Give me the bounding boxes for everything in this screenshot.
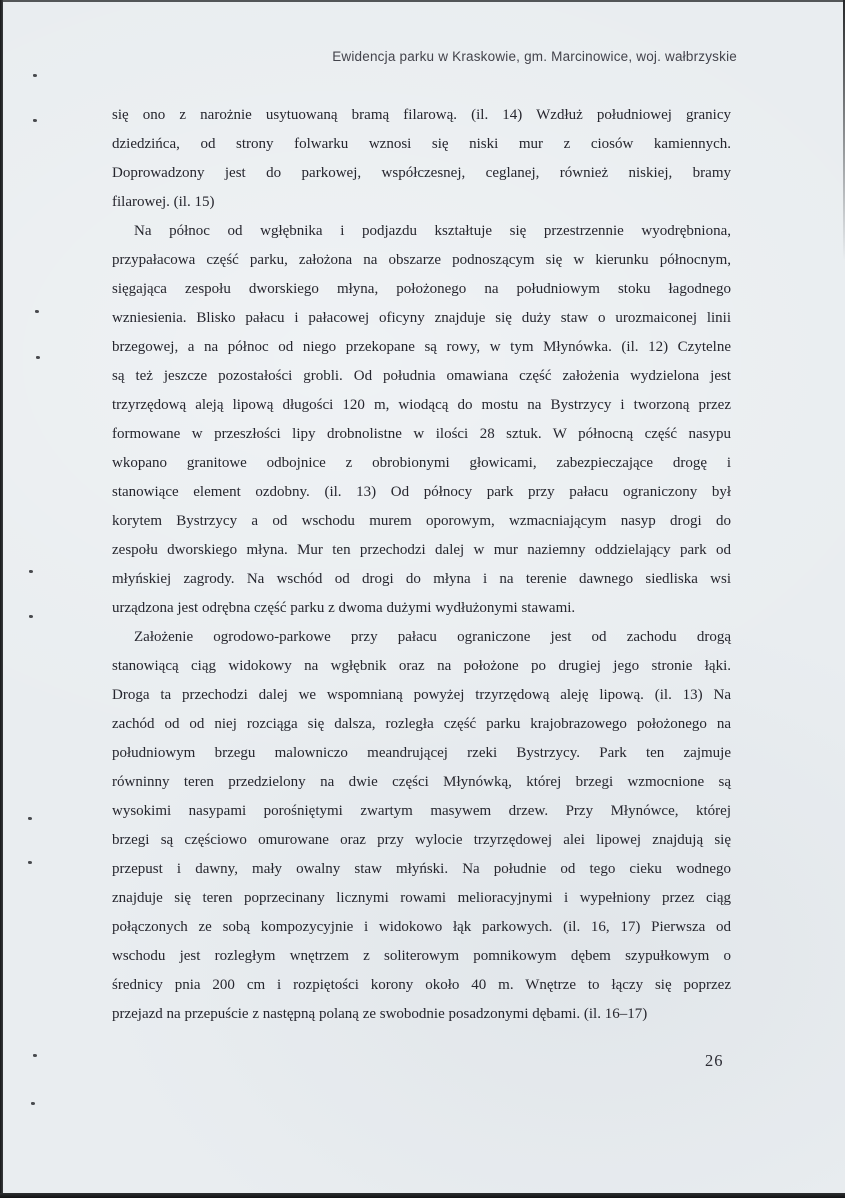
- text-line: Droga ta przechodzi dalej we wspomnianą powyżej trzyrzędową aleję lipową. (il. 13) Na: [112, 687, 731, 703]
- text-block: [112, 101, 731, 1029]
- text-line: filarowej. (il. 15): [112, 194, 215, 210]
- text-line: wkopano granitowe odbojnice z obrobionymi głowicami, zabezpieczające drogę i: [112, 455, 731, 471]
- scan-edge-top: [0, 0, 845, 2]
- text-line: przepust i dawny, mały owalny staw młyński. Na południe od tego cieku wodnego: [112, 861, 731, 877]
- scan-speckle: [33, 74, 37, 77]
- text-line: Doprowadzony jest do parkowej, współczesnej, ceglanej, również niskiej, bramy: [112, 165, 731, 181]
- text-line: przypałacowa część parku, założona na obszarze podnoszącym się w kierunku północnym,: [112, 252, 731, 268]
- scan-speckle: [33, 119, 37, 122]
- text-line: wschodu jest rozległym wnętrzem z soliterowym pomnikowym dębem szypułkowym o: [112, 948, 731, 964]
- scan-speckle: [33, 1054, 37, 1057]
- paragraph: [112, 217, 731, 623]
- page-number: 26: [705, 1051, 724, 1070]
- text-line: zachód od od niej rozciąga się dalsza, rozległa część parku krajobrazowego położonego na: [112, 716, 731, 732]
- text-line: się ono z narożnie usytuowaną bramą filarową. (il. 14) Wzdłuż południowej granicy: [112, 107, 731, 123]
- scan-speckle: [36, 356, 40, 359]
- scan-speckle: [31, 1102, 35, 1105]
- scan-speckle: [29, 615, 33, 618]
- paragraph: [112, 101, 731, 217]
- text-line: korytem Bystrzycy a od wschodu murem oporowym, wzmacniającym nasyp drogi do: [112, 513, 731, 529]
- text-line: stanowiącą ciąg widokowy na wgłębnik oraz na położone po drugiej jego stronie łąki.: [112, 658, 731, 674]
- text-line: Założenie ogrodowo-parkowe przy pałacu ograniczone jest od zachodu drogą: [134, 629, 731, 645]
- text-line: zespołu dworskiego młyna. Mur ten przechodzi dalej w mur naziemny oddzielający park od: [112, 542, 731, 558]
- text-line: średnicy pnia 200 cm i rozpiętości korony około 40 m. Wnętrze to łączy się poprzez: [112, 977, 731, 993]
- text-line: sięgająca zespołu dworskiego młyna, położonego na południowym stoku łagodnego: [112, 281, 731, 297]
- text-line: stanowiące element ozdobny. (il. 13) Od północy park przy pałacu ograniczony był: [112, 484, 731, 500]
- text-line: przejazd na przepuście z następną polaną ze swobodnie posadzonymi dębami. (il. 16–17): [112, 1006, 648, 1022]
- text-line: południowym brzegu malowniczo meandrującej rzeki Bystrzycy. Park ten zajmuje: [112, 745, 731, 761]
- text-line: wysokimi nasypami porośniętymi zwartym masywem drzew. Przy Młynówce, której: [112, 803, 731, 819]
- text-line: brzegi są częściowo omurowane oraz przy wylocie trzyrzędowej alei lipowej znajdują się: [112, 832, 731, 848]
- text-line: brzegowej, a na północ od niego przekopane są rowy, w tym Młynówka. (il. 12) Czytelne: [112, 339, 731, 355]
- text-line: są też jeszcze pozostałości grobli. Od południa omawiana część założenia wydzielona jest: [112, 368, 731, 384]
- scan-speckle: [28, 817, 32, 820]
- text-line: urządzona jest odrębna część parku z dwoma dużymi wydłużonymi stawami.: [112, 600, 576, 616]
- text-line: wzniesienia. Blisko pałacu i pałacowej oficyny znajduje się duży staw o urozmaiconej linii: [112, 310, 731, 326]
- text-line: połączonych ze sobą kompozycyjnie i widokowo łąk parkowych. (il. 16, 17) Pierwsza od: [112, 919, 731, 935]
- text-line: dziedzińca, od strony folwarku wznosi się niski mur z ciosów kamiennych.: [112, 136, 731, 152]
- scan-edge-left: [0, 0, 3, 1198]
- text-line: równinny teren przedzielony na dwie części Młynówką, której brzegi wzmocnione są: [112, 774, 731, 790]
- scan-speckle: [28, 861, 32, 864]
- text-line: młyńskiej zagrody. Na wschód od drogi do młyna i na terenie dawnego siedliska wsi: [112, 571, 731, 587]
- running-header: Ewidencja parku w Kraskowie, gm. Marcinowice, woj. wałbrzyskie: [332, 49, 737, 64]
- scan-edge-bottom: [0, 1193, 845, 1198]
- text-line: Na północ od wgłębnika i podjazdu kształtuje się przestrzennie wyodrębniona,: [134, 223, 731, 239]
- text-line: formowane w przeszłości lipy drobnolistne w ilości 28 sztuk. W północną część nasypu: [112, 426, 731, 442]
- scan-speckle: [29, 570, 33, 573]
- text-line: trzyrzędową aleją lipową długości 120 m, wiodącą do mostu na Bystrzycy i tworzoną przez: [112, 397, 731, 413]
- scan-speckle: [35, 310, 39, 313]
- paragraph: [112, 623, 731, 1029]
- text-line: znajduje się teren poprzecinany licznymi rowami melioracyjnymi i wypełniony przez ciąg: [112, 890, 731, 906]
